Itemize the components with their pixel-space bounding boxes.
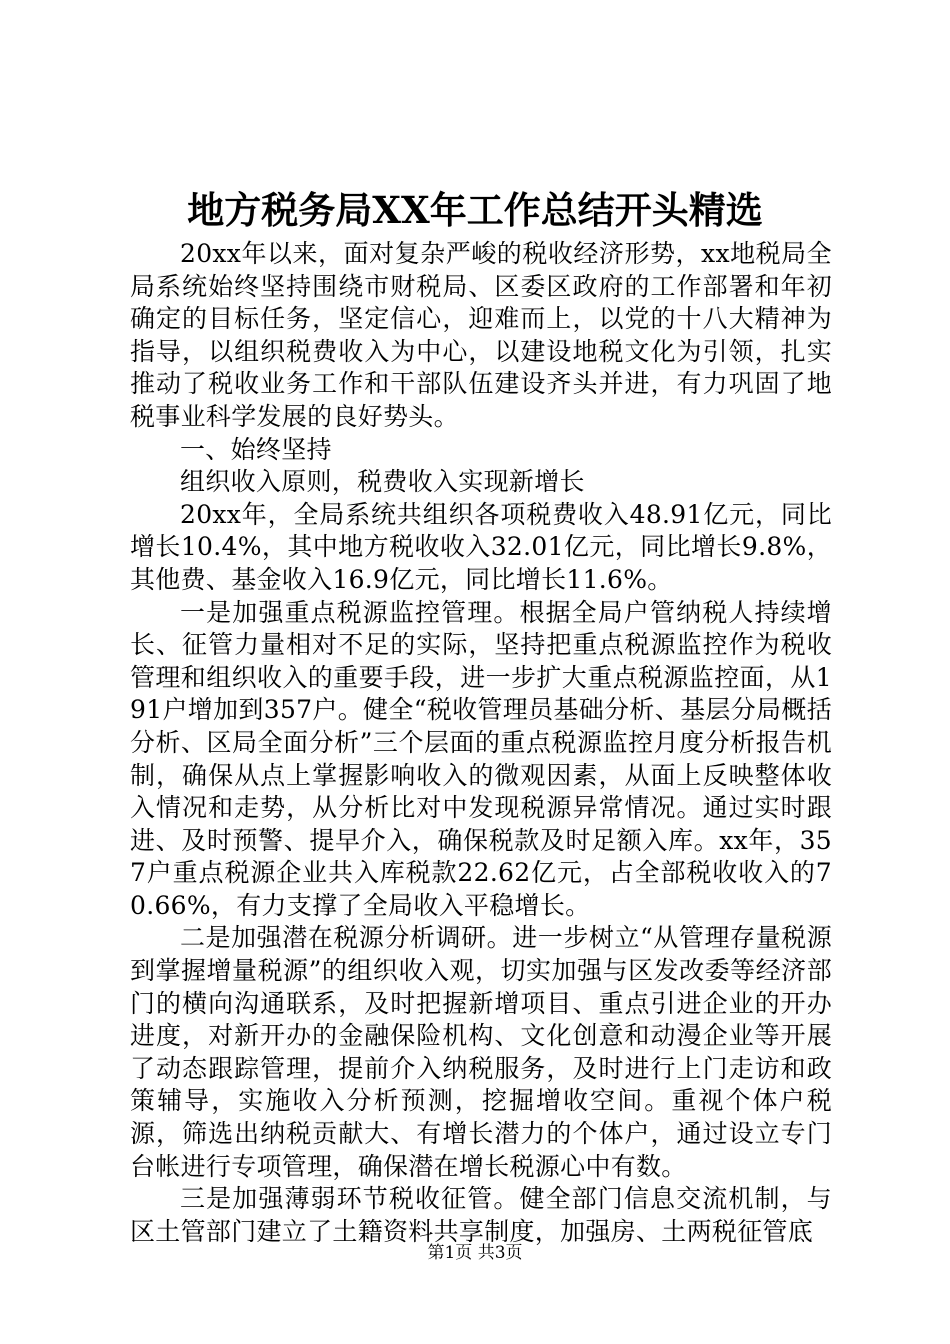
section-heading-1: 一、始终坚持 <box>180 434 332 464</box>
document-body <box>130 238 832 1248</box>
paragraph-revenue-summary: 20xx年，全局系统共组织各项税费收入48.91亿元，同比增长10.4%，其中地方税收收入32.01亿元，同比增长9.8%，其他费、基金收入16.9亿元，同比增长11.6%。 <box>130 499 832 594</box>
page-footer: 第1页 共3页 <box>427 1243 523 1263</box>
paragraph-point-2: 二是加强潜在税源分析调研。进一步树立“从管理存量税源到掌握增量税源”的组织收入观，切实加强与区发改委等经济部门的横向沟通联系，及时把握新增项目、重点引进企业的开办进度，对新开办的金融保险机构、文化创意和动漫企业等开展了动态跟踪管理，提前介入纳税服务，及时进行上门走访和政策辅导，实施收入分析预测，挖掘增收空间。重视个体户税源，筛选出纳税贡献大、有增长潜力的个体户，通过设立专门台帐进行专项管理，确保潜在增长税源心中有数。 <box>130 923 832 1181</box>
paragraph-point-1: 一是加强重点税源监控管理。根据全局户管纳税人持续增长、征管力量相对不足的实际，坚持把重点税源监控作为税收管理和组织收入的重要手段，进一步扩大重点税源监控面，从191户增加到357户。健全“税收管理员基础分析、基层分局概括分析、区局全面分析”三个层面的重点税源监控月度分析报告机制，确保从点上掌握影响收入的微观因素，从面上反映整体收入情况和走势，从分析比对中发现税源异常情况。通过实时跟进、及时预警、提早介入，确保税款及时足额入库。xx年，357户重点税源企业共入库税款22.62亿元，占全部税收收入的70.66%，有力支撑了全局收入平稳增长。 <box>130 597 832 920</box>
paragraph-intro: 20xx年以来，面对复杂严峻的税收经济形势，xx地税局全局系统始终坚持围绕市财税局、区委区政府的工作部署和年初确定的目标任务，坚定信心，迎难而上，以党的十八大精神为指导，以组织税费收入为中心，以建设地税文化为引领，扎实推动了税收业务工作和干部队伍建设齐头并进，有力巩固了地税事业科学发展的良好势头。 <box>130 239 832 431</box>
document-title: 地方税务局XX年工作总结开头精选 <box>187 188 763 232</box>
paragraph-point-3: 三是加强薄弱环节税收征管。健全部门信息交流机制，与区土管部门建立了土籍资料共享制度，加强房、土两税征管底 <box>130 1184 832 1246</box>
section-subheading-1: 组织收入原则，税费收入实现新增长 <box>180 467 585 497</box>
